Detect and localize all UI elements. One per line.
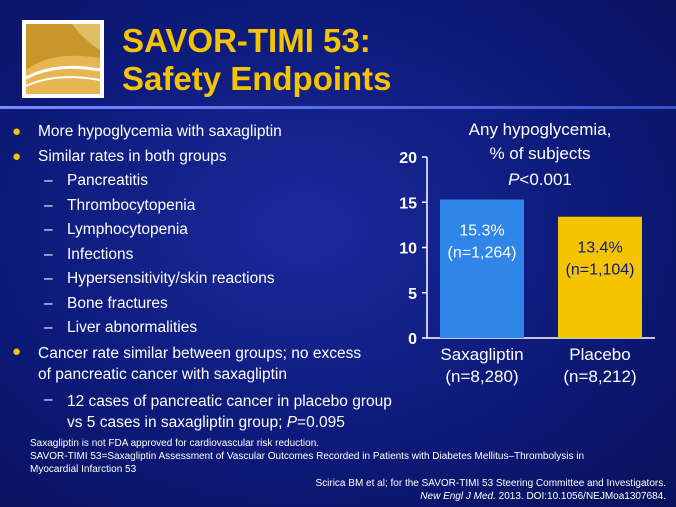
category-n-label: (n=8,280) — [445, 367, 519, 386]
sub-bullet: – Thrombocytopenia — [44, 196, 196, 214]
bullet-icon: ● — [12, 147, 22, 165]
citation: Scirica BM et al; for the SAVOR-TIMI 53 Steering Committee and Investigators. New Engl J Med. 2013. DOI:10.1056/NEJMoa1307684. — [315, 478, 666, 502]
sub-bullet: – Infections — [44, 245, 134, 263]
bar-n-label: (n=1,264) — [447, 244, 517, 262]
bullet-hypoglycemia: ● More hypoglycemia with saxagliptin — [12, 120, 432, 145]
y-tick-label: 0 — [408, 331, 417, 348]
bullet-icon: ● — [12, 123, 22, 140]
sub-bullet: – Lymphocytopenia — [44, 221, 188, 238]
bullet-similar-rates: ● Similar rates in both groups — [12, 145, 432, 170]
y-tick-label: 10 — [399, 240, 417, 258]
y-tick-label: 5 — [408, 285, 417, 303]
footnote: Saxagliptin is not FDA approved for cardiovascular risk reduction. SAVOR-TIMI 53=Saxagliptin Assessment of Vascular Outcomes Recorded in Patients with Diabetes Mellitus–Thrombolysis in Myocardial Infarction 53 — [30, 438, 585, 475]
bar-value-label: 13.4% — [577, 239, 623, 257]
category-label: Placebo — [569, 345, 631, 364]
chart-title: Any hypoglycemia, % of subjects — [468, 120, 612, 163]
sub-bullet: – Pancreatitis — [44, 172, 148, 189]
sub-bullet: – Bone fractures — [44, 294, 168, 312]
y-tick-label: 15 — [399, 195, 417, 213]
bar-value-label: 15.3% — [459, 222, 505, 240]
title-line-1: SAVOR-TIMI 53: — [122, 22, 371, 59]
y-tick-label: 20 — [399, 150, 417, 167]
bar-n-label: (n=1,104) — [565, 261, 635, 279]
sub-bullet-pancreatic: – 12 cases of pancreatic cancer in placebo group vs 5 cases in saxagliptin group; P=0.095 — [44, 390, 392, 431]
category-label: Saxagliptin — [440, 345, 524, 364]
title-line-2: Safety Endpoints — [122, 60, 392, 97]
sub-bullet: – Hypersensitivity/skin reactions — [44, 270, 275, 287]
sub-bullet: – Liver abnormalities — [44, 319, 198, 336]
p-value: P<0.001 — [508, 170, 572, 189]
bar-saxagliptin — [440, 200, 524, 338]
bullet-cancer: ● Cancer rate similar between groups; no excess of pancreatic cancer with saxagliptin — [12, 342, 362, 383]
category-n-label: (n=8,212) — [563, 367, 637, 386]
bullet-icon: ● — [12, 342, 22, 360]
